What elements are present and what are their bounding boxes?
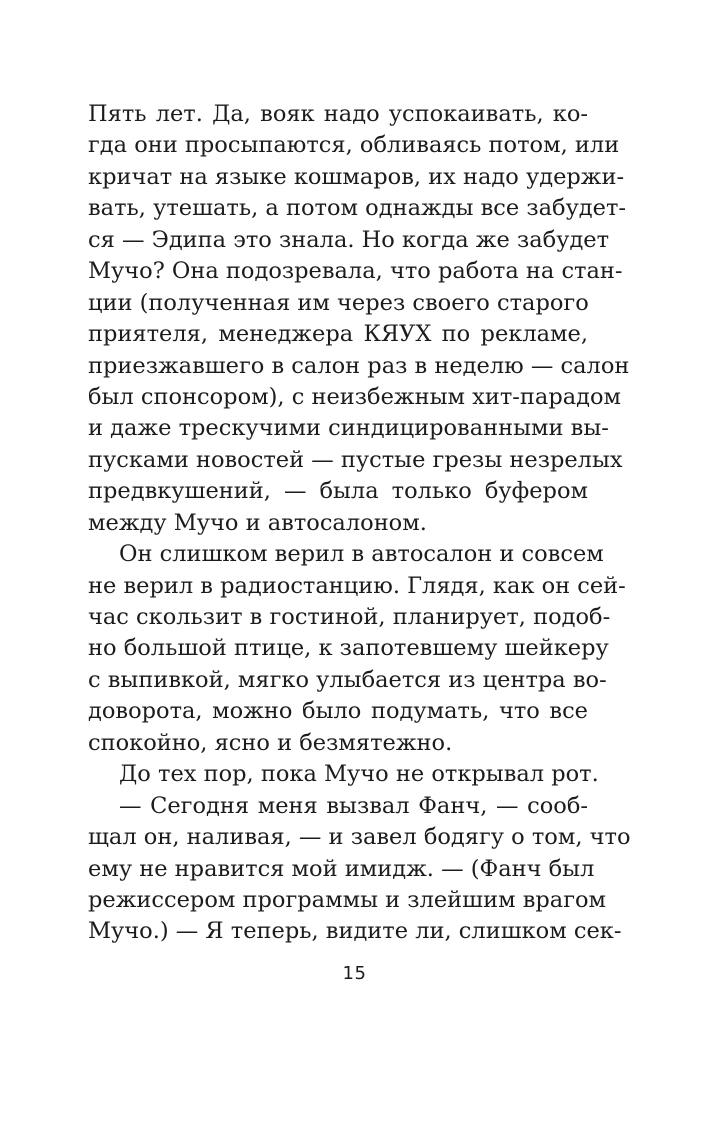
text-line: пусками новостей — пустые грезы незрелых (88, 446, 623, 473)
text-line: между Мучо и автосалоном. (88, 509, 427, 536)
page-number: 15 (342, 963, 367, 984)
text-line: Он слишком верил в автосалон и совсем (119, 541, 604, 568)
text-line: гда они просыпаются, обливаясь потом, или (88, 132, 620, 159)
text-line: приезжавшего в салон раз в неделю — салон (88, 352, 630, 379)
text-line: Мучо.) — Я теперь, видите ли, слишком сек- (88, 918, 622, 945)
text-line: ся — Эдипа это знала. Но когда же забудет (88, 226, 610, 253)
text-line: приятеля, менеджера КЯУХ по рекламе, (88, 321, 588, 348)
text-line: кричат на языке кошмаров, их надо удержи- (88, 163, 625, 190)
text-line: До тех пор, пока Мучо не открывал рот. (119, 761, 599, 788)
text-line: час скользит в гостиной, планирует, подоб- (88, 604, 611, 630)
text-line: режиссером программы и злейшим врагом (88, 886, 607, 913)
text-line: Мучо? Она подозревала, что работа на стан- (88, 258, 623, 285)
body-text (88, 99, 631, 948)
text-line: — Сегодня меня вызвал Фанч, — сооб- (119, 792, 588, 819)
text-line: был спонсором), с неизбежным хит-парадом (88, 383, 622, 410)
text-line: ции (полученная им через своего старого (88, 289, 589, 316)
text-line: доворота, можно было подумать, что все (88, 698, 588, 725)
text-line: и даже трескучими синдицированными вы- (88, 415, 609, 442)
text-line: ему не нравится мой имидж. — (Фанч был (88, 855, 595, 882)
text-line: вать, утешать, а потом однажды все забудет- (88, 195, 627, 222)
text-line: но большой птице, к запотевшему шейкеру (88, 635, 609, 662)
text-line: Пять лет. Да, вояк надо успокаивать, ко- (88, 101, 588, 127)
text-line: не верил в радиостанцию. Глядя, как он сей- (88, 572, 626, 599)
text-line: щал он, наливая, — и завел бодягу о том, что (88, 824, 631, 851)
text-line: с выпивкой, мягко улыбается из центра во- (88, 666, 607, 693)
text-line: предвкушений, — была только буфером (88, 478, 588, 505)
text-line: спокойно, ясно и безмятежно. (88, 729, 453, 756)
